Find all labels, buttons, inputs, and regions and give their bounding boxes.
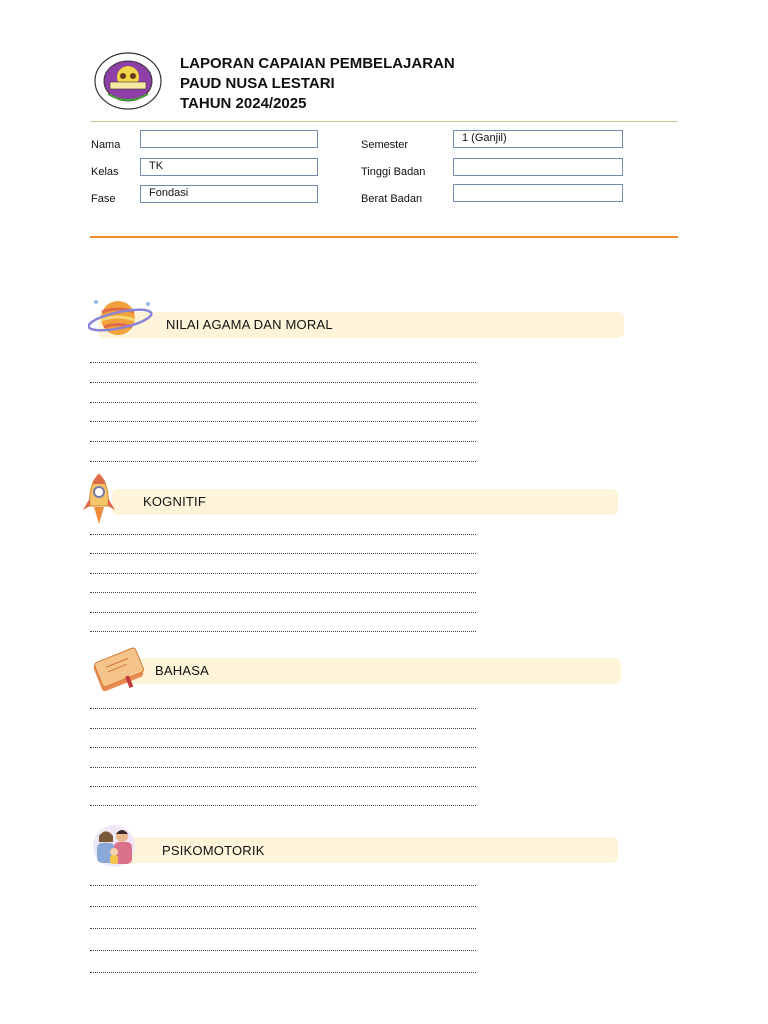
semester-label: Semester — [361, 139, 409, 151]
nama-field[interactable] — [140, 130, 318, 148]
kelas-label: Kelas — [91, 166, 119, 178]
berat-badan-label: Berat Badan — [361, 193, 423, 205]
answer-line — [90, 759, 476, 768]
answer-line — [90, 354, 476, 363]
report-title — [180, 54, 455, 114]
answer-line — [90, 584, 476, 593]
answer-line — [90, 739, 476, 748]
answer-line — [90, 374, 476, 383]
tinggi-badan-field[interactable] — [453, 158, 623, 176]
title-line-2: PAUD NUSA LESTARI — [180, 75, 335, 92]
answer-line — [90, 433, 476, 442]
book-icon — [88, 645, 148, 700]
berat-badan-field[interactable] — [453, 184, 623, 202]
answer-line — [90, 623, 476, 632]
answer-line — [90, 526, 476, 535]
tinggi-badan-label: Tinggi Badan — [361, 166, 426, 178]
section-title-psikomotorik: PSIKOMOTORIK — [162, 843, 265, 858]
answer-line — [90, 942, 476, 951]
planet-icon — [88, 296, 158, 347]
title-line-1: LAPORAN CAPAIAN PEMBELAJARAN — [180, 55, 455, 72]
answer-line — [90, 898, 476, 907]
answer-line — [90, 700, 476, 709]
kelas-field[interactable]: TK — [140, 158, 318, 176]
rocket-icon — [82, 472, 116, 531]
fase-label: Fase — [91, 193, 116, 205]
answer-line — [90, 720, 476, 729]
answer-line — [90, 797, 476, 806]
nama-label: Nama — [91, 139, 121, 151]
answer-line — [90, 778, 476, 787]
answer-line — [90, 394, 476, 403]
family-icon — [88, 824, 144, 873]
answer-line — [90, 565, 476, 574]
answer-line — [90, 877, 476, 886]
section-title-kognitif: KOGNITIF — [143, 494, 206, 509]
answer-line — [90, 453, 476, 462]
header-divider — [90, 121, 678, 122]
title-line-3: TAHUN 2024/2025 — [180, 95, 307, 112]
section-title-bahasa: BAHASA — [155, 663, 209, 678]
answer-line — [90, 964, 476, 973]
answer-line — [90, 413, 476, 422]
answer-line — [90, 604, 476, 613]
school-logo — [94, 52, 162, 110]
semester-field[interactable]: 1 (Ganjil) — [453, 130, 623, 148]
form-divider — [90, 236, 678, 238]
section-title-agama: NILAI AGAMA DAN MORAL — [166, 317, 333, 332]
answer-line — [90, 920, 476, 929]
answer-line — [90, 545, 476, 554]
fase-field[interactable]: Fondasi — [140, 185, 318, 203]
